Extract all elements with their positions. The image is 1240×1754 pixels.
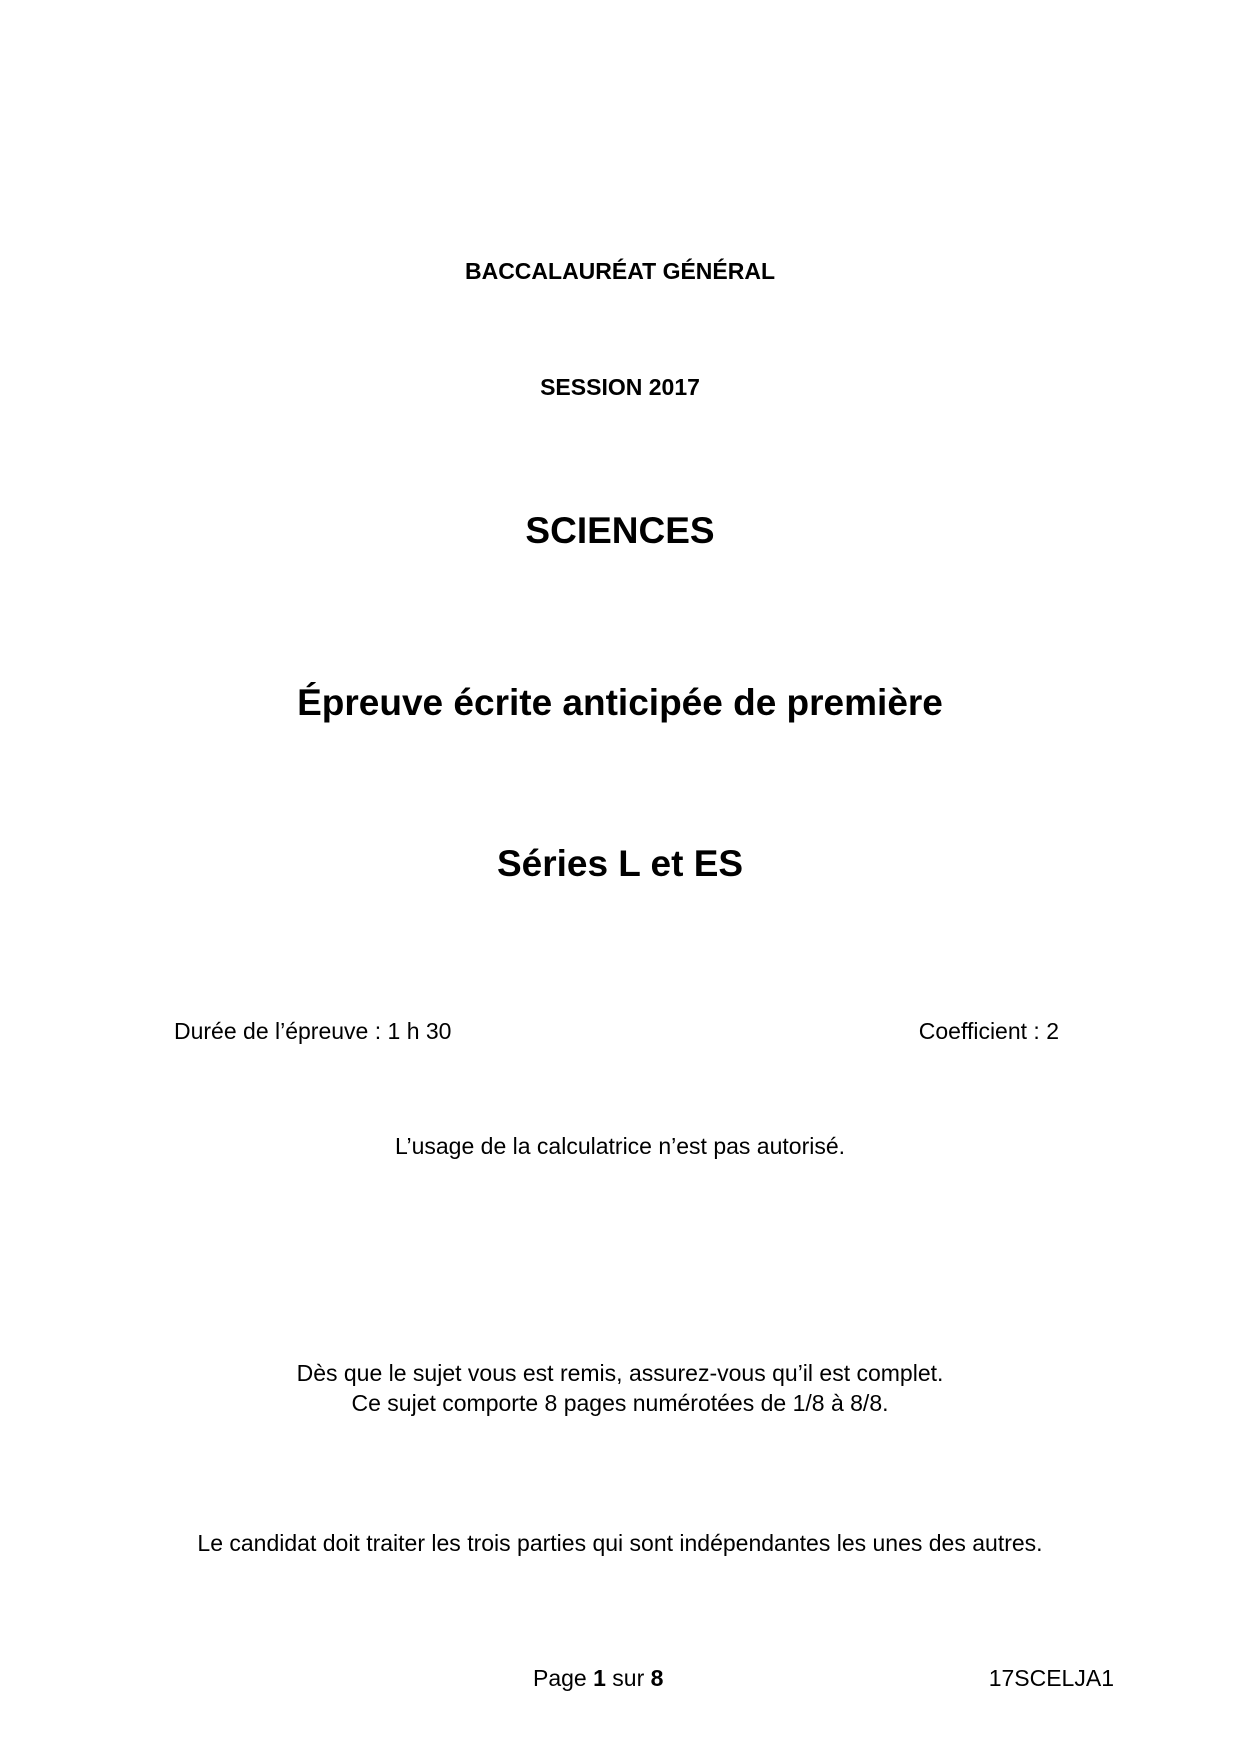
session-heading: SESSION 2017	[540, 374, 700, 400]
page-prefix: Page	[533, 1665, 594, 1691]
calculator-notice: L’usage de la calculatrice n’est pas autorisé.	[394, 1133, 846, 1159]
reference-code: 17SCELJA1	[988, 1665, 1114, 1691]
page-separator: sur	[605, 1665, 651, 1691]
page-number	[533, 1665, 663, 1692]
coefficient-text: Coefficient : 2	[918, 1018, 1059, 1044]
exam-type-heading: BACCALAURÉAT GÉNÉRAL	[464, 258, 776, 284]
candidate-instruction: Le candidat doit traiter les trois parties qui sont indépendantes les unes des autres.	[197, 1530, 1043, 1556]
epreuve-title: Épreuve écrite anticipée de première	[297, 682, 943, 723]
page-total: 8	[650, 1665, 664, 1691]
series-title: Séries L et ES	[496, 843, 744, 884]
duration-text: Durée de l’épreuve : 1 h 30	[174, 1018, 452, 1044]
page-current: 1	[593, 1665, 606, 1691]
completeness-notice: Dès que le sujet vous est remis, assurez-vous qu’il est complet.	[296, 1360, 944, 1386]
subject-title: SCIENCES	[525, 510, 715, 551]
pages-notice: Ce sujet comporte 8 pages numérotées de 1/8 à 8/8.	[351, 1390, 889, 1416]
